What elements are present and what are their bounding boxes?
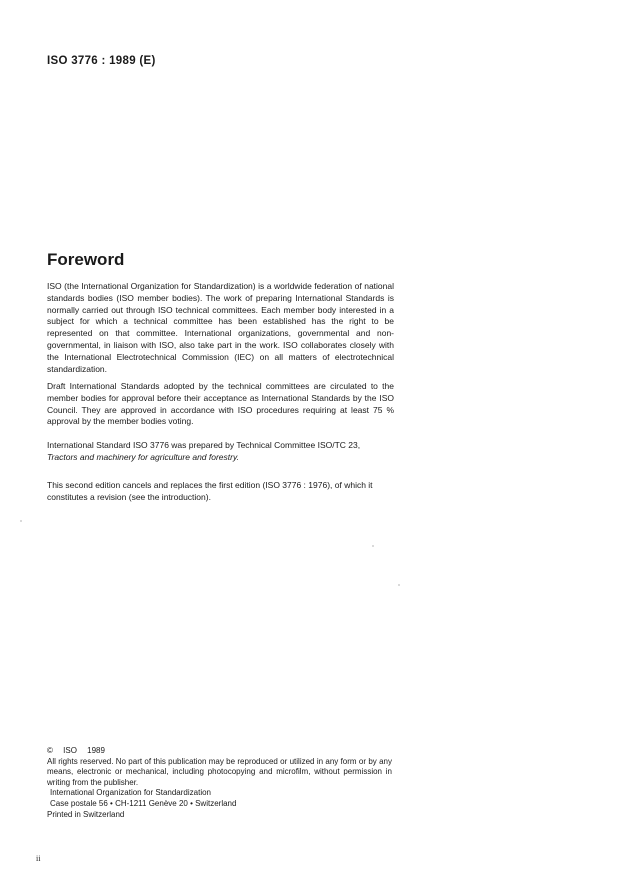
committee-statement: International Standard ISO 3776 was prepared by Technical Committee ISO/TC 23, (47, 440, 361, 450)
publisher-postal-address: Case postale 56 • CH-1211 Genève 20 • Switzerland (50, 798, 237, 808)
copyright-block (47, 746, 392, 820)
foreword-heading: Foreword (47, 250, 125, 269)
foreword-paragraph-4 (47, 480, 394, 504)
foreword-paragraph-3 (47, 440, 394, 464)
copyright-symbol: © (47, 746, 53, 755)
copyright-year: 1989 (87, 746, 105, 755)
scan-speck (372, 545, 374, 547)
printed-in-statement: Printed in Switzerland (47, 809, 125, 819)
document-identifier: ISO 3776 : 1989 (E) (47, 55, 156, 67)
rights-reserved-text: All rights reserved. No part of this publication may be reproduced or utilized in any form or by any means, electronic or mechanical, including photocopying and microfilm, without permission in writing from the publisher. (47, 756, 392, 787)
committee-title: Tractors and machinery for agriculture and forestry. (47, 451, 239, 462)
foreword-paragraph-2: Draft International Standards adopted by the technical committees are circulated to the member bodies for approval before their acceptance as International Standards by the ISO Council. They are approved in accordance with ISO procedures requiring at least 75 % approval by the member bodies voting. (47, 381, 394, 427)
page-number: ii (36, 854, 41, 863)
scan-speck (398, 584, 400, 586)
scan-speck (20, 520, 22, 522)
copyright-line (47, 746, 392, 757)
publisher-address (47, 788, 392, 809)
edition-statement-line-1: This second edition cancels and replaces the first edition (ISO 3776 : 1976), of which it (47, 480, 373, 490)
foreword-paragraph-1: ISO (the International Organization for Standardization) is a worldwide federation of national standards bodies (ISO member bodies). The work of preparing International Standards is normally carried out through ISO technical committees. Each member body interested in a subject for which a technical committee has been established has the right to be represented on that committee. International organizations, governmental and non-governmental, in liaison with ISO, also take part in the work. ISO collaborates closely with the International Electrotechnical Commission (IEC) on all matters of electrotechnical standardization. (47, 281, 394, 374)
publisher-name: International Organization for Standardization (50, 788, 211, 798)
edition-statement-line-2: constitutes a revision (see the introduction). (47, 491, 211, 502)
copyright-org: ISO (63, 746, 77, 755)
